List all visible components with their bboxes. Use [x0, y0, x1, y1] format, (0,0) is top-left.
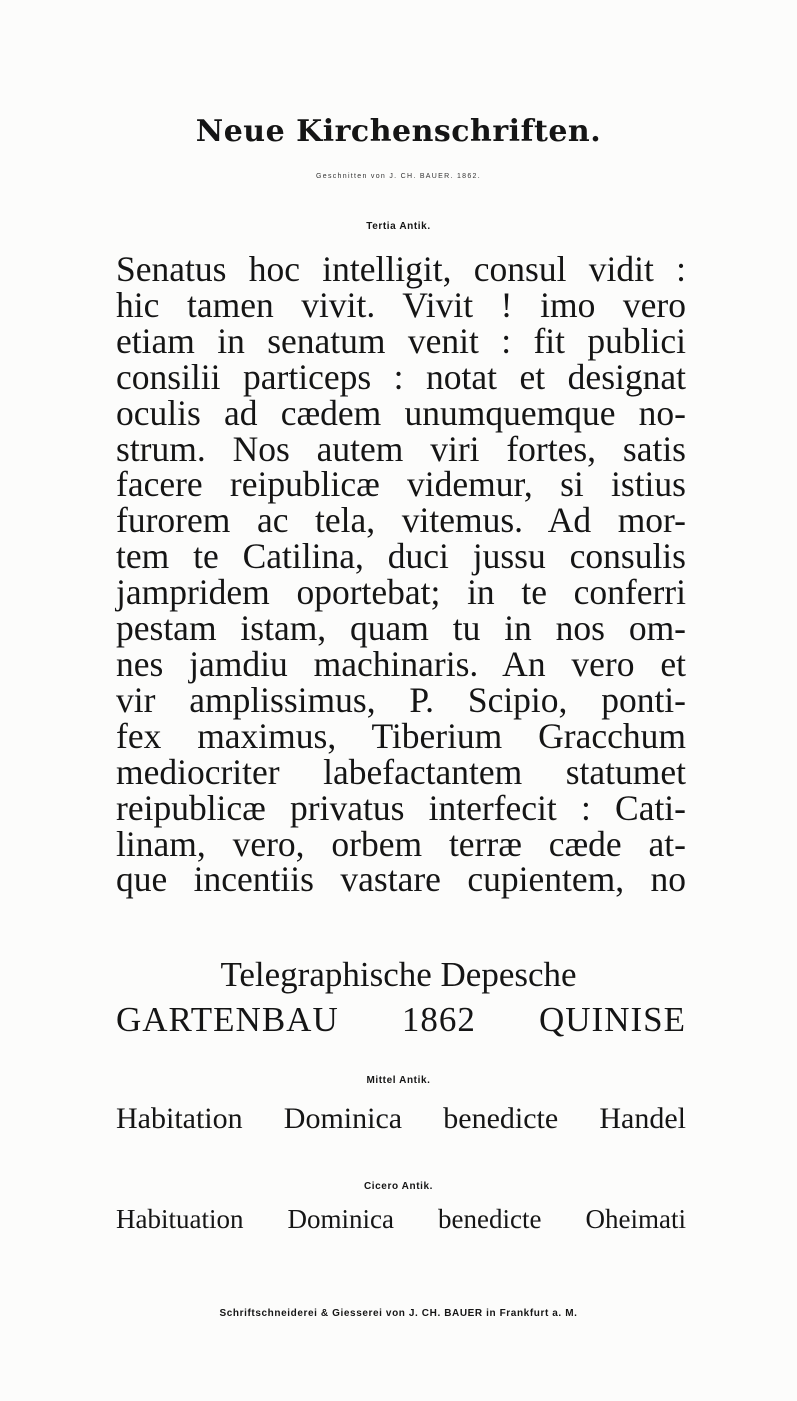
tertia-label: Tertia Antik.: [366, 221, 431, 232]
body-line: nes jamdiu machinaris. An vero et: [116, 643, 686, 684]
cicero-label: Cicero Antik.: [363, 1181, 434, 1192]
body-line: hic tamen vivit. Vivit ! imo vero: [116, 284, 686, 325]
body-line: fex maximus, Tiberium Gracchum: [116, 715, 686, 756]
mittel-label: Mittel Antik.: [366, 1075, 431, 1086]
body-line: tem te Catilina, duci jussu consulis: [116, 536, 686, 577]
body-line: mediocriter labefactantem statumet: [116, 751, 686, 792]
body-line: Senatus hoc intelligit, consul vidit :: [116, 249, 686, 289]
mittel-specimen-line: Habitation Dominica benedicte Handel: [116, 1102, 686, 1135]
body-line: vir amplissimus, P. Scipio, ponti-: [116, 679, 686, 720]
tertia-body-text: [116, 249, 686, 900]
byline: Geschnitten von J. CH. BAUER. 1862.: [316, 173, 481, 180]
body-line: consilii particeps : notat et designat: [116, 356, 686, 397]
specimen-line-gartenbau: GARTENBAU 1862 QUINISE: [116, 1000, 686, 1039]
body-line: furorem ac tela, vitemus. Ad mor-: [116, 500, 686, 541]
footer-imprint: Schriftschneiderei & Giesserei von J. CH. BAUER in Frankfurt a. M.: [219, 1308, 578, 1319]
specimen-line-depesche: Telegraphische Depesche: [220, 955, 577, 994]
body-line: strum. Nos autem viri fortes, satis: [116, 428, 686, 469]
body-line: etiam in senatum venit : fit publici: [116, 320, 686, 361]
body-line: que incentiis vastare cupientem, no: [116, 859, 686, 900]
body-line: linam, vero, orbem terræ cæde at-: [116, 823, 686, 864]
body-line: facere reipublicæ videmur, si istius: [116, 464, 686, 505]
page-title: Neue Kirchenschriften.: [195, 114, 602, 149]
body-line: oculis ad cædem unumquemque no-: [116, 392, 686, 433]
body-line: pestam istam, quam tu in nos om-: [116, 608, 686, 649]
cicero-specimen-line: Habituation Dominica benedicte Oheimati: [116, 1204, 686, 1234]
body-line: jampridem oportebat; in te conferri: [116, 572, 686, 613]
body-line: reipublicæ privatus interfecit : Cati-: [116, 787, 686, 828]
